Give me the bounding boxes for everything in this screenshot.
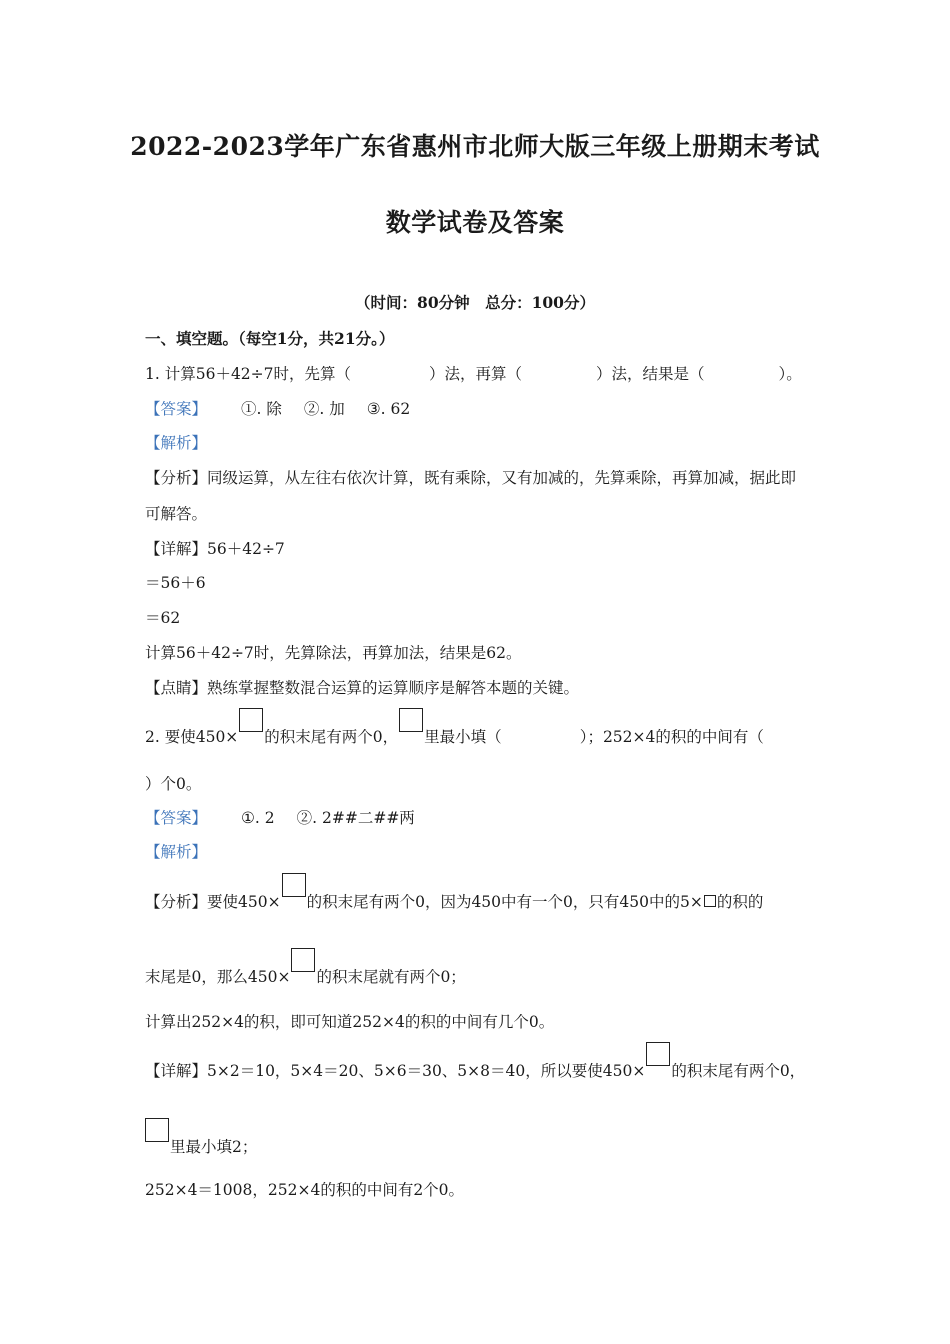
q2-answer-1: ①. 2	[241, 809, 275, 827]
q1-answer-3: ③. 62	[366, 400, 411, 418]
answer-box-icon	[646, 1042, 670, 1066]
q2-stem	[145, 708, 764, 747]
answer-box-icon	[145, 1118, 169, 1142]
q2-fenxi-b: 的积末尾有两个0，因为450中有一个0，只有450中的5×	[306, 893, 703, 911]
q1-dianjing: 【点睛】熟练掌握整数混合运算的运算顺序是解答本题的关键。	[145, 679, 580, 697]
q2-stem-d: ）；252×4的积的中间有（	[579, 728, 764, 746]
q2-fenxi-3: 计算出252×4的积，即可知道252×4的积的中间有几个0。	[145, 1013, 555, 1031]
q2-analysis-tag: 【解析】	[145, 843, 208, 861]
q1-fenxi-2: 可解答。	[145, 505, 208, 523]
q1-stem-b: ）法，再算（	[429, 365, 523, 383]
q2-stem-a: 2. 要使450×	[145, 728, 239, 746]
q1-stem-a: 1. 计算56＋42÷7时，先算（	[145, 365, 352, 383]
q1-answer-2: ②. 加	[303, 400, 345, 418]
q2-fenxi-2	[145, 948, 466, 987]
title-line-1: 2022-2023学年广东省惠州市北师大版三年级上册期末考试	[130, 132, 820, 161]
q2-xiangjie-b: 的积末尾有两个0，	[671, 1062, 806, 1080]
answer-box-icon	[239, 708, 263, 732]
q2-stem-b: 的积末尾有两个0，	[264, 728, 399, 746]
q2-fenxi2-b: 的积末尾就有两个0；	[316, 968, 466, 986]
q2-stem-line-2: ）个0。	[145, 775, 202, 793]
q1-xiangjie-3: ＝62	[145, 609, 181, 627]
q2-result: 252×4＝1008，252×4的积的中间有2个0。	[145, 1181, 465, 1199]
q1-conclusion: 计算56＋42÷7时，先算除法，再算加法，结果是62。	[145, 644, 522, 662]
q2-stem-c: 里最小填（	[424, 728, 502, 746]
title-line-2: 数学试卷及答案	[385, 208, 565, 237]
q1-analysis-tag: 【解析】	[145, 434, 208, 452]
q1-answer-line	[145, 397, 410, 419]
q2-xiangjie2-text: 里最小填2；	[170, 1138, 258, 1156]
q2-xiangjie-2	[145, 1118, 257, 1157]
answer-box-icon	[399, 708, 423, 732]
q2-xiangjie-a: 【详解】5×2＝10，5×4＝20、5×6＝30、5×8＝40，所以要使450×	[145, 1062, 646, 1080]
q1-stem-c: ）法，结果是（	[596, 365, 705, 383]
q2-fenxi-c: 的积的	[716, 893, 764, 911]
q1-answer-1: ①. 除	[241, 400, 282, 418]
answer-tag: 【答案】	[145, 809, 208, 827]
q2-fenxi2-a: 末尾是0，那么450×	[145, 968, 291, 986]
answer-box-icon	[282, 873, 306, 897]
answer-box-icon	[291, 948, 315, 972]
q2-xiangjie-1	[145, 1042, 805, 1081]
q2-answer-line	[145, 806, 415, 828]
section-heading: 一、填空题。（每空1分，共21分。）	[145, 329, 395, 348]
q1-xiangjie-1: 【详解】56＋42÷7	[145, 540, 285, 558]
q1-stem-d: ）。	[778, 365, 802, 383]
q1-fenxi-1: 【分析】同级运算，从左往右依次计算，既有乘除，又有加减的，先算乘除，再算加减，据此即	[145, 469, 797, 487]
exam-info: （时间：80分钟 总分：100分）	[355, 293, 595, 312]
q2-fenxi-a: 【分析】要使450×	[145, 893, 281, 911]
q1-xiangjie-2: ＝56＋6	[145, 574, 206, 592]
q2-answer-2: ②. 2##二##两	[296, 809, 415, 827]
q1-stem	[145, 362, 802, 384]
q2-fenxi-1	[145, 873, 763, 912]
answer-tag: 【答案】	[145, 400, 208, 418]
small-box-icon	[704, 895, 716, 907]
